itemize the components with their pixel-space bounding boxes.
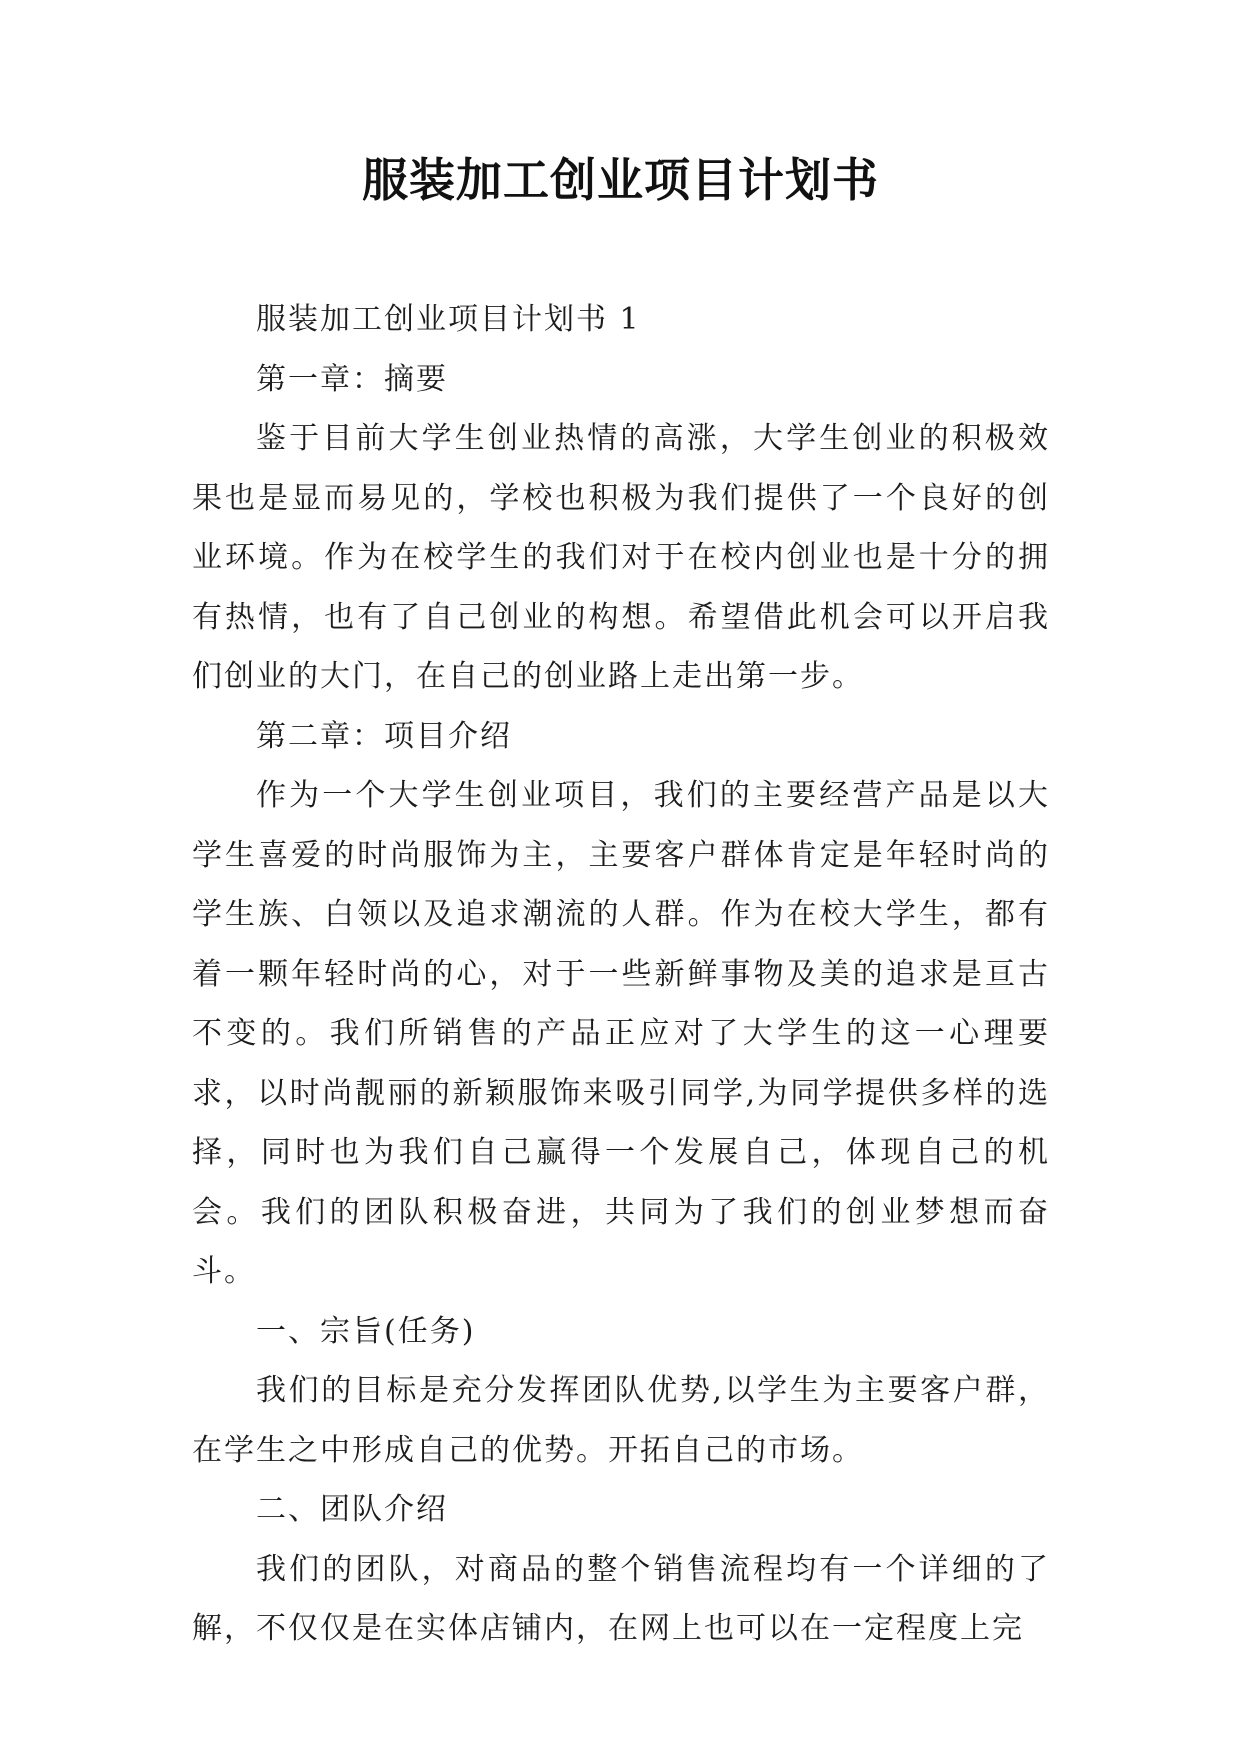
section-heading-plan-1: 服装加工创业项目计划书 1 — [256, 302, 641, 337]
paragraph-project-intro: 作为一个大学生创业项目，我们的主要经营产品是以大学生喜爱的时尚服饰为主，主要客户群体肯定是年轻时尚的学生族、白领以及追求潮流的人群。作为在校大学生，都有着一颗年轻时尚的心，对于一些新鲜事物及美的追求是亘古不变的。我们所销售的产品正应对了大学生的这一心理要求，以时尚靓丽的新颖服饰来吸引同学,为同学提供多样的选择，同时也为我们自己赢得一个发展自己，体现自己的机会。我们的团队积极奋进，共同为了我们的创业梦想而奋斗。 — [192, 778, 1050, 1289]
chapter-heading-project-intro: 第二章：项目介绍 — [256, 718, 512, 754]
paragraph-mission: 我们的目标是充分发挥团队优势,以学生为主要客户群，在学生之中形成自己的优势。开拓自己的市场。 — [192, 1373, 1050, 1468]
section-heading-team: 二、团队介绍 — [256, 1492, 448, 1527]
document-title: 服装加工创业项目计划书 — [362, 153, 879, 207]
paragraph-team: 我们的团队，对商品的整个销售流程均有一个详细的了解，不仅仅是在实体店铺内，在网上也可以在一定程度上完 — [192, 1551, 1050, 1646]
document-body — [192, 290, 1050, 1659]
chapter-heading-summary: 第一章：摘要 — [256, 361, 448, 397]
section-heading-mission: 一、宗旨(任务) — [256, 1313, 476, 1349]
paragraph-summary: 鉴于目前大学生创业热情的高涨，大学生创业的积极效果也是显而易见的，学校也积极为我们提供了一个良好的创业环境。作为在校学生的我们对于在校内创业也是十分的拥有热情，也有了自己创业的构想。希望借此机会可以开启我们创业的大门，在自己的创业路上走出第一步。 — [192, 421, 1050, 694]
